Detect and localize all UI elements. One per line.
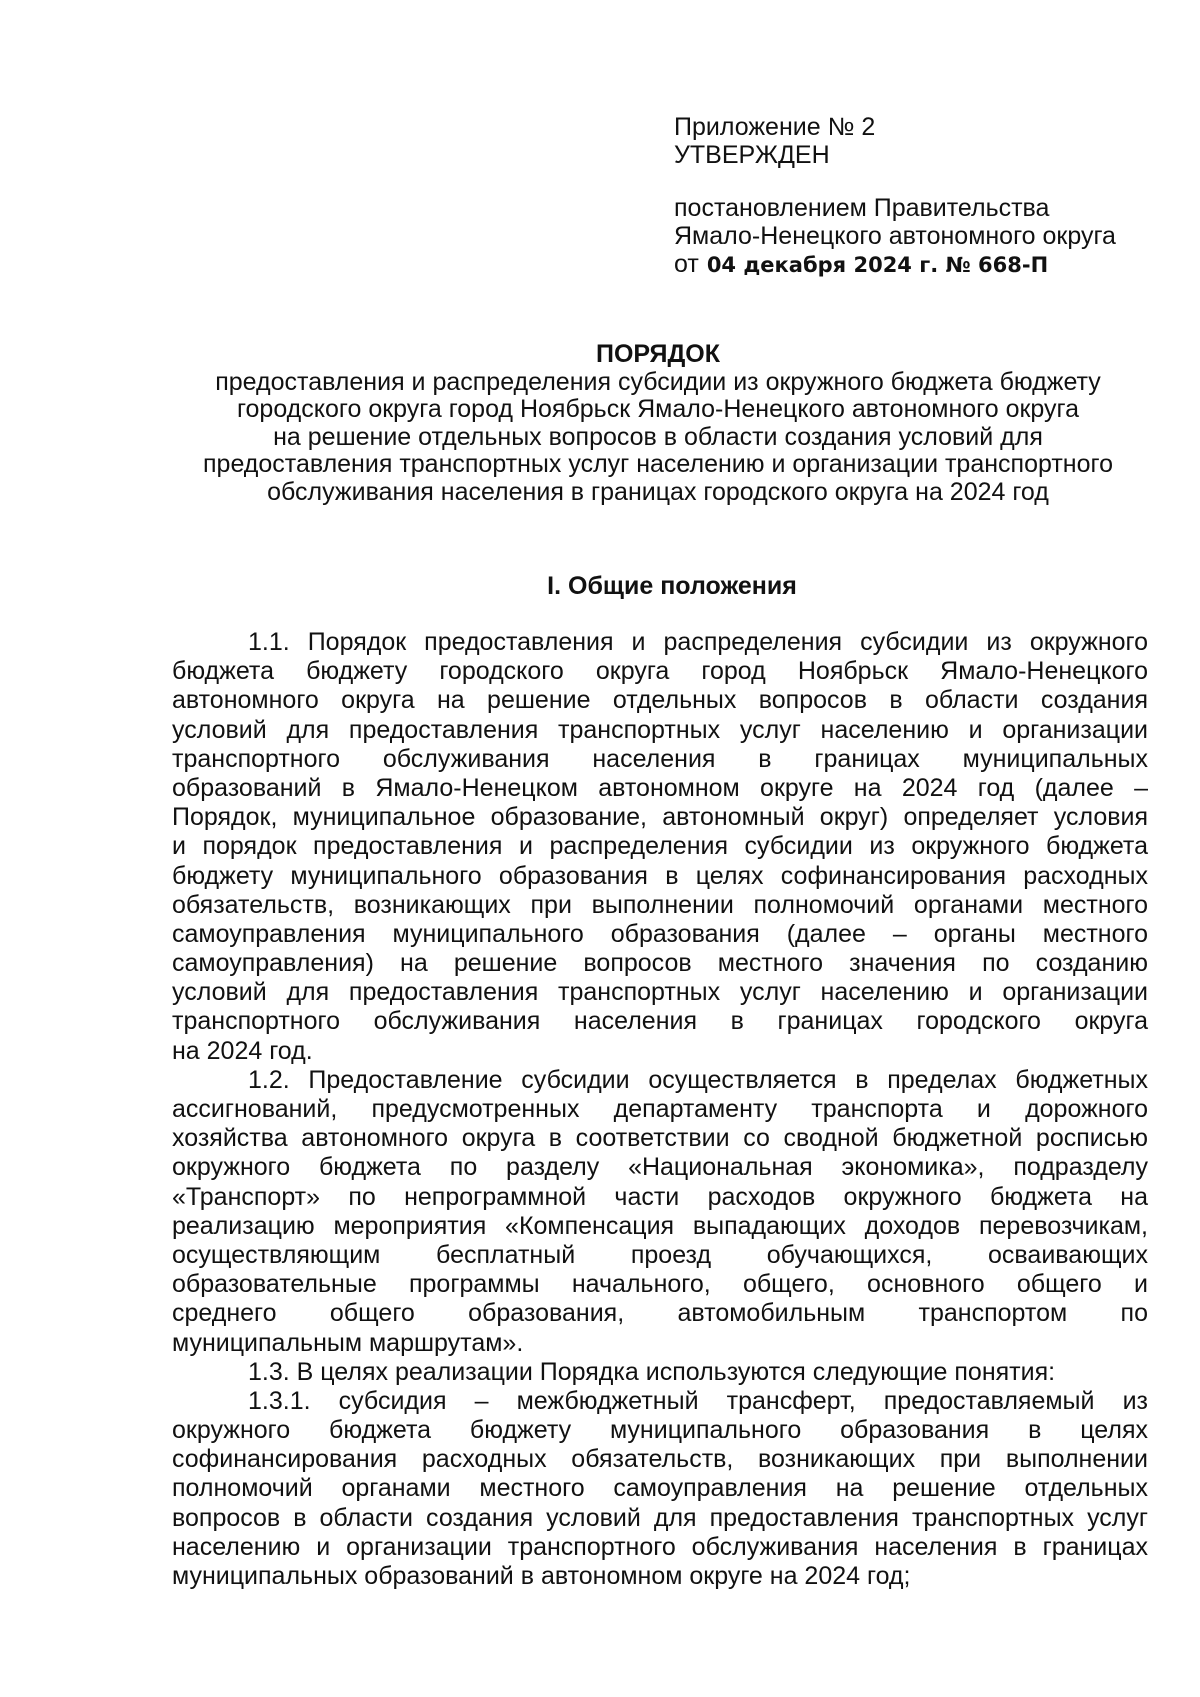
paragraph-line: осуществляющим бесплатный проезд обучающихся, осваивающих [172,1240,1148,1269]
paragraph-line: транспортного обслуживания населения в границах городского округа [172,1007,1148,1036]
paragraph-line: «Транспорт» по непрограммной части расходов окружного бюджета на [172,1182,1148,1211]
approval-block [674,113,1144,279]
paragraph-line: Порядок, муниципальное образование, автономный округ) определяет условия [172,803,1148,832]
approval-spacer [674,169,1144,194]
body-paragraph [172,1358,1148,1387]
document-title-block [150,341,1166,507]
title-line: предоставления транспортных услуг населению и организации транспортного [203,450,1113,479]
paragraph-line: окружного бюджета по разделу «Национальная экономика», подразделу [172,1153,1148,1182]
paragraph-line: образований в Ямало-Ненецком автономном округе на 2024 год (далее – [172,773,1148,802]
approved-by-line-1: постановлением Правительства [674,194,1050,222]
body-paragraph [172,628,1148,1066]
paragraph-line: обязательств, возникающих при выполнении полномочий органами местного [172,890,1148,919]
title-line: городского округа город Ноябрьск Ямало-Ненецкого автономного округа [236,395,1080,424]
paragraph-line: образовательные программы начального, общего, основного общего и [172,1270,1148,1299]
paragraph-line: и порядок предоставления и распределения субсидии из окружного бюджета [172,832,1148,861]
paragraph-line: самоуправления муниципального образования (далее – органы местного [172,919,1148,948]
title-line: обслуживания населения в границах городского округа на 2024 год [267,477,1049,506]
paragraph-line: 1.2. Предоставление субсидии осуществляется в пределах бюджетных [248,1065,1148,1094]
paragraph-line: условий для предоставления транспортных услуг населению и организации [172,978,1148,1007]
document-heading: ПОРЯДОК [596,340,720,368]
paragraph-line: полномочий органами местного самоуправления на решение отдельных [172,1474,1148,1503]
body-paragraph [172,1387,1148,1591]
approved-label: УТВЕРЖДЕН [674,141,830,169]
approved-by-line-2: Ямало-Ненецкого автономного округа [674,222,1116,250]
paragraph-line: хозяйства автономного округа в соответствии со сводной бюджетной росписью [172,1124,1148,1153]
appendix-label: Приложение № 2 [674,113,876,141]
paragraph-line: реализацию мероприятия «Компенсация выпадающих доходов перевозчикам, [172,1211,1148,1240]
body-paragraph [172,1066,1148,1358]
paragraph-line: муниципальных образований в автономном округе на 2024 год; [172,1562,911,1590]
section-title: I. Общие положения [547,572,797,600]
date-prefix: от [674,250,699,278]
document-body [172,628,1148,1591]
paragraph-line: 1.3. В целях реализации Порядка используются следующие понятия: [248,1357,1056,1386]
paragraph-line: автономного округа на решение отдельных вопросов в области создания [172,686,1148,715]
paragraph-line: бюджета бюджету городского округа город Ноябрьск Ямало-Ненецкого [172,657,1148,686]
paragraph-line: софинансирования расходных обязательств, возникающих при выполнении [172,1445,1148,1474]
paragraph-line: транспортного обслуживания населения в границах муниципальных [172,744,1148,773]
paragraph-line: на 2024 год. [172,1036,313,1065]
paragraph-line: вопросов в области создания условий для предоставления транспортных услуг [172,1503,1148,1532]
paragraph-line: 1.1. Порядок предоставления и распределения субсидии из окружного [248,628,1148,656]
paragraph-line: 1.3.1. субсидия – межбюджетный трансферт, предоставляемый из [248,1386,1148,1415]
paragraph-line: ассигнований, предусмотренных департаменту транспорта и дорожного [172,1095,1148,1123]
title-line: на решение отдельных вопросов в области создания условий для [273,422,1043,451]
paragraph-line: самоуправления) на решение вопросов местного значения по созданию [172,949,1148,978]
paragraph-line: условий для предоставления транспортных услуг населению и организации [172,715,1148,744]
paragraph-line: окружного бюджета бюджету муниципального образования в целях [172,1416,1148,1445]
paragraph-line: населению и организации транспортного обслуживания населения в границах [172,1532,1148,1561]
decree-date-number: 04 декабря 2024 г. № 668-П [706,253,1049,277]
paragraph-line: муниципальным маршрутам». [172,1328,524,1357]
approval-date-line [674,250,1144,279]
paragraph-line: среднего общего образования, автомобильным транспортом по [172,1299,1148,1328]
paragraph-line: бюджету муниципального образования в целях софинансирования расходных [172,861,1148,890]
title-line: предоставления и распределения субсидии из окружного бюджета бюджету [215,367,1101,396]
